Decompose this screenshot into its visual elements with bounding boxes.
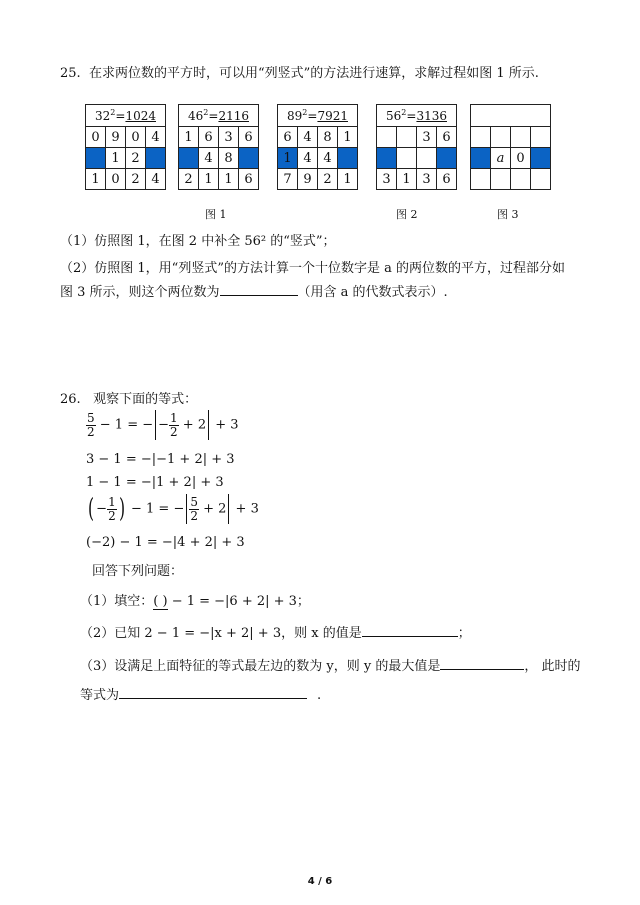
table-header: [179, 105, 259, 127]
table-row: [278, 127, 358, 148]
table-cell: [531, 127, 551, 148]
table-cell: 8: [219, 148, 239, 169]
table-row: [278, 148, 358, 169]
table-cell: 1: [179, 127, 199, 148]
table-cell: 4: [298, 148, 318, 169]
table-cell: [146, 148, 166, 169]
table-row: [377, 127, 457, 148]
figure-table-5: [470, 104, 551, 190]
table-cell: 1: [199, 169, 219, 190]
table-cell: [491, 169, 511, 190]
figure-table-3: [277, 104, 358, 190]
table-cell: 1: [86, 169, 106, 190]
figure-table-1: [85, 104, 166, 190]
answer-prompt: 回答下列问题：: [92, 564, 184, 579]
table-cell: 1: [338, 169, 358, 190]
table-cell: 0: [106, 169, 126, 190]
table-cell: 3: [417, 169, 437, 190]
table-cell: 8: [318, 127, 338, 148]
q25-part2-post: （用含 a 的代数式表示）.: [297, 285, 448, 300]
q26-part1-eq: − 1 = −|6 + 2| + 3；: [167, 594, 310, 609]
equation-3: 1 − 1 = −|1 + 2| + 3: [86, 475, 224, 490]
answer-blank-x[interactable]: [362, 636, 458, 637]
table-row: [86, 148, 166, 169]
q26-part3-label: 等式为: [80, 688, 120, 703]
table-cell: 1: [219, 169, 239, 190]
table-cell: 1: [338, 127, 358, 148]
table-cell: [531, 148, 551, 169]
table-cell: [377, 127, 397, 148]
table-header-text: $32^2=1024$: [95, 107, 156, 123]
table-row: [471, 148, 551, 169]
table-cell: [511, 169, 531, 190]
q25-stem-text: 在求两位数的平方时，可以用“列竖式”的方法进行速算，求解过程如图 1 所示.: [88, 66, 539, 81]
table-cell: a: [491, 148, 511, 169]
table-cell: 4: [318, 148, 338, 169]
table-cell: [511, 127, 531, 148]
q26-part1: [80, 590, 310, 609]
figure-table-2: [178, 104, 259, 190]
q26-part3-mid: ， 此时的: [524, 659, 581, 674]
answer-blank[interactable]: [220, 295, 298, 296]
table-cell: 6: [437, 127, 457, 148]
q25-stem: [60, 62, 539, 81]
page-number: 4 / 6: [307, 876, 333, 887]
equation-5: (−2) − 1 = −|4 + 2| + 3: [86, 535, 245, 550]
table-row: [86, 127, 166, 148]
table-row: [471, 127, 551, 148]
table-header-text: $89^2=7921$: [287, 107, 348, 123]
table-cell: [397, 127, 417, 148]
table-cell: [86, 148, 106, 169]
table-cell: 6: [239, 169, 259, 190]
table-cell: 4: [199, 148, 219, 169]
q26-stem-text: 观察下面的等式：: [93, 392, 198, 407]
answer-blank-paren[interactable]: ( ): [153, 594, 168, 609]
table-cell: 3: [417, 127, 437, 148]
table-cell: [417, 148, 437, 169]
table-row: [377, 169, 457, 190]
table-row: [377, 148, 457, 169]
table-header: [86, 105, 166, 127]
q25-number: 25.: [60, 66, 81, 81]
table-cell: 2: [179, 169, 199, 190]
table-cell: [239, 148, 259, 169]
table-cell: [471, 127, 491, 148]
table-cell: 0: [86, 127, 106, 148]
table-cell: 1: [278, 148, 298, 169]
q26-part1-label: （1）填空：: [80, 594, 154, 609]
fig2-caption: 图 2: [396, 208, 418, 221]
table-cell: 6: [239, 127, 259, 148]
table-cell: 4: [298, 127, 318, 148]
table-cell: 3: [219, 127, 239, 148]
table-cell: 3: [377, 169, 397, 190]
table-cell: 1: [106, 148, 126, 169]
table-cell: 4: [146, 127, 166, 148]
fig1-caption: 图 1: [205, 208, 227, 221]
q26-part3-end: .: [317, 688, 322, 703]
table-cell: 2: [126, 148, 146, 169]
table-cell: 6: [437, 169, 457, 190]
table-cell: [397, 148, 417, 169]
equation-1: $\frac{5}{2}$ − 1 = − − $\frac{1}{2}$ + 2 + 3: [87, 410, 239, 439]
table-cell: [491, 127, 511, 148]
q25-part2-pre: 图 3 所示，则这个两位数为: [60, 285, 220, 300]
table-cell: [531, 169, 551, 190]
table-cell: 9: [298, 169, 318, 190]
q25-part2-line2: [60, 281, 448, 300]
table-header: [278, 105, 358, 127]
table-cell: 1: [397, 169, 417, 190]
table-cell: 4: [146, 169, 166, 190]
table-row: [86, 169, 166, 190]
table-row: [179, 148, 259, 169]
table-header: [471, 105, 551, 127]
q26-part2: [80, 622, 471, 641]
q26-part3-line2: [80, 684, 321, 703]
q26-part2-text: （2）已知 2 − 1 = −|x + 2| + 3，则 x 的值是: [80, 626, 362, 641]
table-cell: 6: [199, 127, 219, 148]
answer-blank-equation[interactable]: [119, 698, 307, 699]
q26-part2-end: ；: [457, 626, 471, 641]
q26-part3-line1: [80, 655, 581, 674]
table-cell: 6: [278, 127, 298, 148]
answer-blank-y[interactable]: [440, 669, 524, 670]
table-cell: [437, 148, 457, 169]
equation-4: ( − $\frac{1}{2}$ ) − 1 = − $\frac{5}{2}$ + 2 + 3: [88, 494, 259, 524]
table-cell: [377, 148, 397, 169]
table-row: [179, 169, 259, 190]
table-cell: [179, 148, 199, 169]
table-cell: 2: [126, 169, 146, 190]
table-cell: 7: [278, 169, 298, 190]
q26-part3-text: （3）设满足上面特征的等式最左边的数为 y，则 y 的最大值是: [80, 659, 441, 674]
table-cell: [338, 148, 358, 169]
table-cell: 0: [126, 127, 146, 148]
table-cell: 0: [511, 148, 531, 169]
q26-number: 26.: [60, 392, 81, 407]
table-cell: [471, 148, 491, 169]
fig3-caption: 图 3: [497, 208, 519, 221]
figure-table-4: [376, 104, 457, 190]
table-header: [377, 105, 457, 127]
table-cell: 9: [106, 127, 126, 148]
equation-2: 3 − 1 = −|−1 + 2| + 3: [86, 452, 235, 467]
table-row: [471, 169, 551, 190]
table-row: [179, 127, 259, 148]
table-header-text: $46^2=2116$: [188, 107, 249, 123]
table-row: [278, 169, 358, 190]
table-cell: [471, 169, 491, 190]
q25-part2-line1: （2）仿照图 1，用“列竖式”的方法计算一个十位数字是 a 的两位数的平方，过程部分如: [60, 261, 565, 276]
q26-stem: [60, 388, 197, 407]
table-cell: 2: [318, 169, 338, 190]
table-header-text: $56^2=3136$: [386, 107, 447, 123]
q25-part1: （1）仿照图 1，在图 2 中补全 56² 的“竖式”；: [60, 234, 336, 249]
